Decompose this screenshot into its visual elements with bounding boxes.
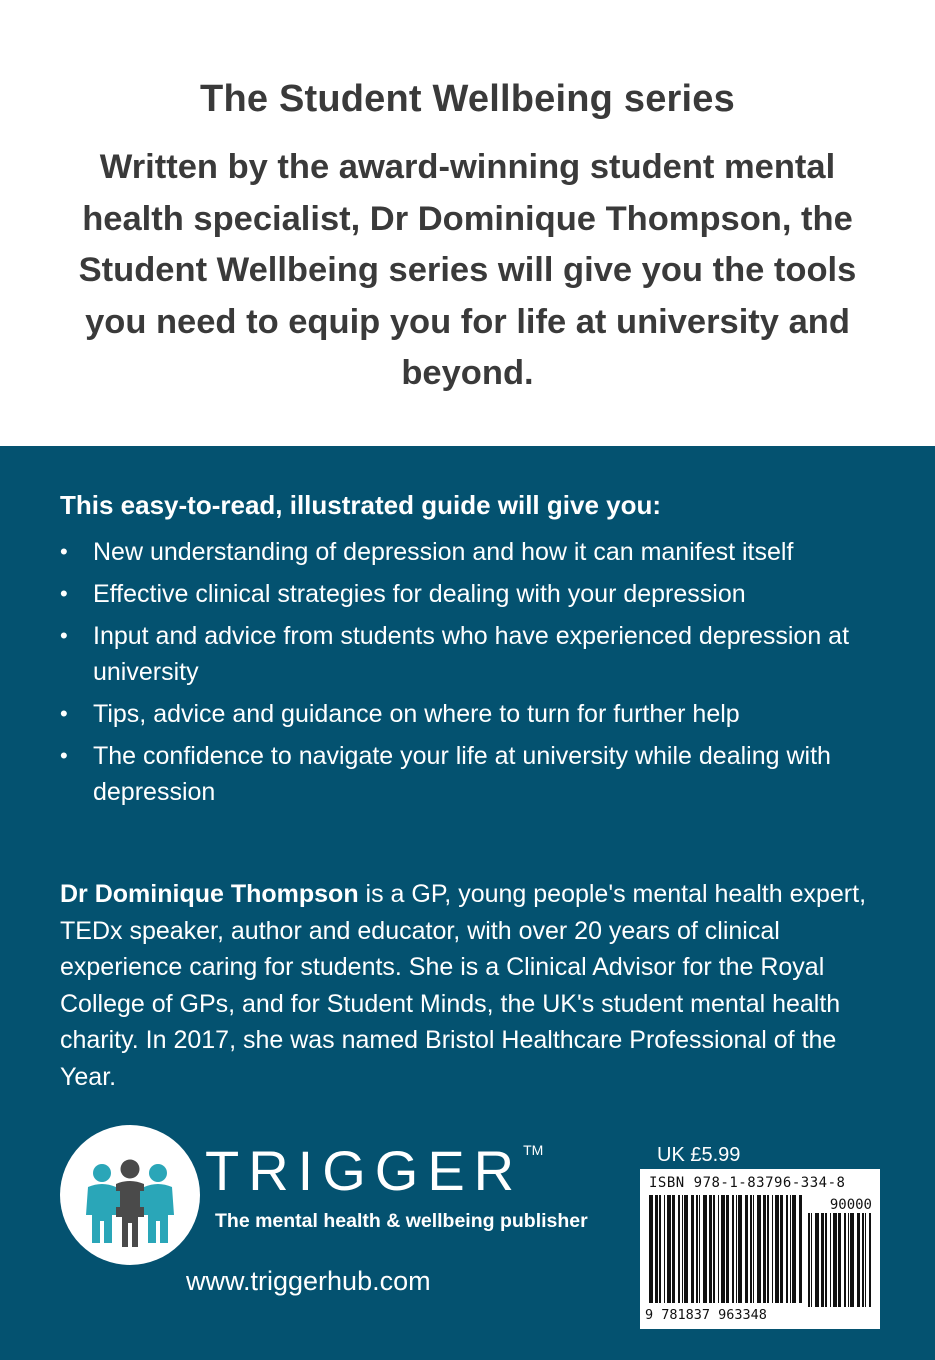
barcode-bar [703,1195,707,1303]
barcode-bar [655,1195,658,1303]
barcode-bar [869,1213,871,1307]
barcode-bar [825,1213,827,1307]
barcode-bar [763,1195,766,1303]
list-item: • Effective clinical strategies for dealing with your depression [60,576,890,612]
barcode-bar [696,1195,698,1303]
barcode-bar [721,1195,725,1303]
barcode-bar [672,1195,675,1303]
author-bio-text: is a GP, young people's mental health expert, TEDx speaker, author and educator, with over 20 years of clinical experience caring for students. She is a Clinical Advisor for the Royal College of GPs, and for Student Minds, the UK's student mental health charity. In 2017, she was named Bristol Healthcare Professional of the Year. [60,880,867,1091]
guide-intro: This easy-to-read, illustrated guide will give you: [60,490,662,520]
barcode-bar [649,1195,653,1303]
barcode-bar [865,1213,866,1307]
barcode-bar [732,1195,734,1303]
barcode-bar [682,1195,683,1303]
barcode-bar [850,1213,854,1307]
barcode-bar [691,1195,694,1303]
barcode-bar [736,1195,737,1303]
series-description: Written by the award-winning student mental health specialist, Dr Dominique Thompson, the Student Wellbeing series will give you the tools you need to equip you for life at university and beyond. [78,148,857,392]
isbn-label: ISBN 978-1-83796-334-8 [649,1175,846,1191]
barcode [640,1169,880,1329]
barcode-digits: 9 781837 963348 [645,1307,767,1323]
barcode-bar [799,1195,802,1303]
barcode-bar [667,1195,671,1303]
barcode-bar [664,1195,665,1303]
barcode-bar [757,1195,761,1303]
barcode-bar [821,1213,824,1307]
barcode-bar [678,1195,680,1303]
barcode-bar [844,1213,846,1307]
barcode-addon: 90000 [829,1197,872,1213]
barcode-bar [838,1213,841,1307]
barcode-bar [833,1213,837,1307]
barcode-bar [726,1195,729,1303]
barcode-bar [750,1195,752,1303]
barcode-bar [848,1213,849,1307]
barcode-bar [753,1195,754,1303]
series-title: The Student Wellbeing series [200,78,735,120]
barcode-bar [808,1213,810,1307]
barcode-bar [792,1195,796,1303]
bullet-icon: • [60,539,68,564]
barcode-bar [709,1195,712,1303]
top-section [0,0,935,446]
barcode-bar [857,1213,860,1307]
barcode-bar [745,1195,748,1303]
bullet-icon: • [60,743,68,768]
publisher-website[interactable]: www.triggerhub.com [186,1266,431,1296]
trademark-symbol: TM [523,1142,544,1158]
barcode-bar [738,1195,742,1303]
barcode-bar [718,1195,719,1303]
bullet-icon: • [60,623,68,648]
barcode-bar [830,1213,831,1307]
barcode-bar [786,1195,788,1303]
list-item: • Input and advice from students who have experienced depression at university [60,618,890,690]
bullet-icon: • [60,701,68,726]
bullet-icon: • [60,581,68,606]
barcode-bar [659,1195,661,1303]
list-item: • New understanding of depression and how it can manifest itself [60,534,890,570]
list-item: • Tips, advice and guidance on where to turn for further help [60,696,890,732]
barcode-bar [684,1195,688,1303]
barcode-bar [815,1213,819,1307]
barcode-bar [790,1195,791,1303]
info-panel [0,446,935,1360]
author-name: Dr Dominique Thompson [60,880,359,908]
price-label: UK £5.99 [657,1144,741,1166]
barcode-bar [767,1195,769,1303]
author-bio [60,876,880,1095]
barcode-bar [713,1195,715,1303]
three-people-icon [60,1125,200,1265]
barcode-bar [775,1195,779,1303]
benefit-list [60,534,890,816]
barcode-bar [780,1195,783,1303]
barcode-bar [811,1213,812,1307]
list-item: • The confidence to navigate your life at university while dealing with depression [60,738,890,810]
barcode-bar [699,1195,700,1303]
barcode-bar [772,1195,773,1303]
publisher-tagline: The mental health & wellbeing publisher [215,1210,588,1232]
publisher-brand: TRIGGER™ [205,1139,544,1202]
publisher-logo [60,1125,200,1265]
barcode-bar [862,1213,864,1307]
